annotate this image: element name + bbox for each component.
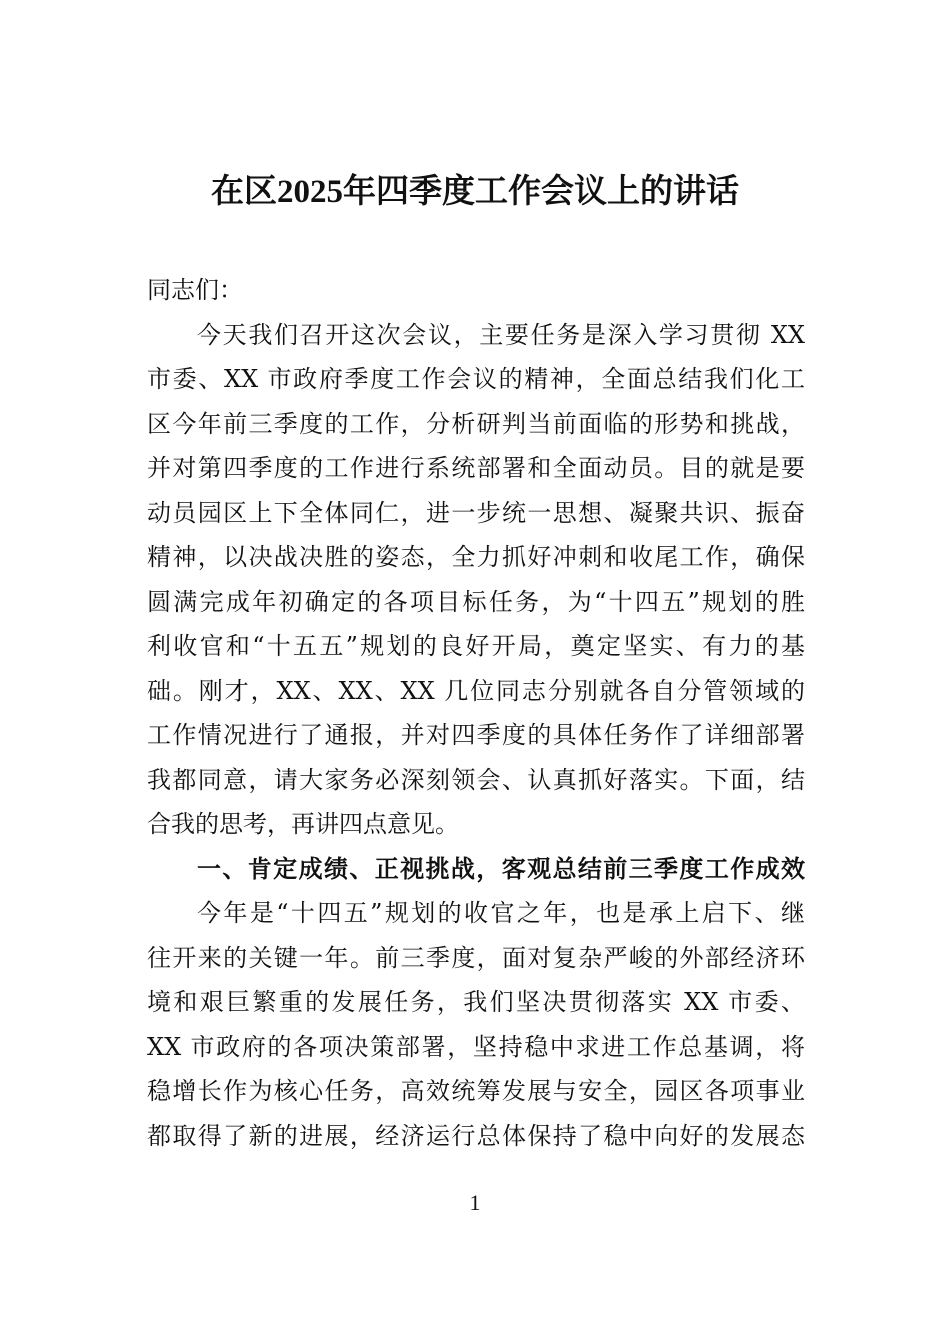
- paragraph-line: 精神，以决战决胜的姿态，全力抓好冲刺和收尾工作，确保: [147, 543, 805, 571]
- paragraph-line: 境和艰巨繁重的发展任务，我们坚决贯彻落实 XX 市委、: [147, 988, 805, 1016]
- paragraph-line: 稳增长作为核心任务，高效统筹发展与安全，园区各项事业: [147, 1077, 805, 1105]
- paragraph-line: 合我的思考，再讲四点意见。: [147, 810, 459, 838]
- paragraph-line: 市委、XX 市政府季度工作会议的精神，全面总结我们化工: [147, 365, 805, 393]
- page-number: 1: [469, 1190, 481, 1215]
- paragraph-line: XX 市政府的各项决策部署，坚持稳中求进工作总基调，将: [147, 1032, 805, 1061]
- paragraph-line: 工作情况进行了通报，并对四季度的具体任务作了详细部署: [147, 721, 805, 749]
- paragraph-line: 往开来的关键一年。前三季度，面对复杂严峻的外部经济环: [147, 943, 805, 972]
- document-title: 在区2025年四季度工作会议上的讲话: [211, 174, 739, 210]
- paragraph-line: 今天我们召开这次会议，主要任务是深入学习贯彻 XX: [197, 320, 805, 349]
- paragraph-line: 圆满完成年初确定的各项目标任务，为“十四五”规划的胜: [147, 587, 805, 616]
- paragraph-line: 利收官和“十五五”规划的良好开局，奠定坚实、有力的基: [147, 632, 805, 660]
- paragraph-line: 区今年前三季度的工作，分析研判当前面临的形势和挑战，: [147, 409, 805, 438]
- paragraph-1: [147, 313, 805, 847]
- paragraph-2: [147, 891, 805, 1158]
- paragraph-line: 动员园区上下全体同仁，进一步统一思想、凝聚共识、振奋: [147, 498, 805, 527]
- paragraph-line: 我都同意，请大家务必深刻领会、认真抓好落实。下面，结: [147, 765, 805, 794]
- paragraph-line: 都取得了新的进展，经济运行总体保持了稳中向好的发展态: [147, 1121, 805, 1150]
- paragraph-line: 今年是“十四五”规划的收官之年，也是承上启下、继: [197, 899, 805, 927]
- salutation: 同志们：: [147, 276, 243, 304]
- paragraph-line: 础。刚才，XX、XX、XX 几位同志分别就各自分管领域的: [147, 676, 805, 705]
- document-body: [147, 268, 805, 1158]
- paragraph-line: 并对第四季度的工作进行系统部署和全面动员。目的就是要: [147, 454, 805, 482]
- section-heading-1: 一、肯定成绩、正视挑战，客观总结前三季度工作成效: [197, 854, 805, 883]
